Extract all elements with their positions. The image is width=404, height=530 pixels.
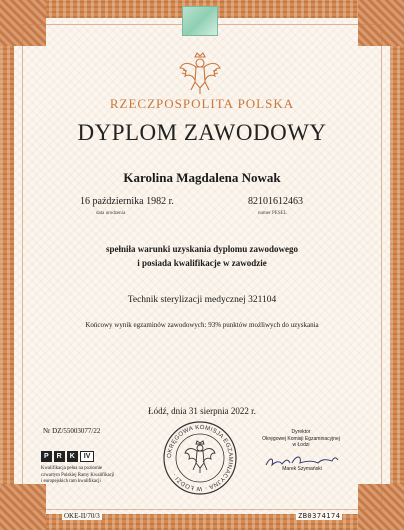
form-code: OKE-II/70/3 [64,512,100,520]
exam-result: Końcowy wynik egzaminów zawodowych: 93% punktów możliwych do uzyskania [85,321,319,329]
qualification-line: i europejskich ram kwalifikacji [41,479,101,484]
director-title-line: Okręgowej Komisji Egzaminacyjnej [262,435,340,442]
prk-letter: R [54,451,65,462]
document-number: Nr DZ/55003077/22 [43,427,101,435]
eagle-emblem-icon [177,50,223,96]
holder-name: Karolina Magdalena Nowak [123,170,281,185]
director-name: Marek Szymański [282,466,322,472]
statement-line-2: i posiada kwalifikacje w zawodzie [137,258,267,268]
qualification-description [41,466,151,486]
director-title-line: w Łodzi [292,442,310,448]
qualification-line: czwartym Polskiej Ramy Kwalifikacji [41,472,115,478]
svg-text:OKRĘGOWA KOMISJA EGZAMINACYJNA [167,425,233,491]
seal-text: OKRĘGOWA KOMISJA EGZAMINACYJNA · W ŁODZI · [166,424,234,492]
prk-logo [41,451,94,462]
prk-letter: P [41,451,52,462]
qualification-line: Kwalifikacja pełna na poziomie [41,466,103,471]
date-of-birth: 16 października 1982 r. [80,196,174,207]
profession-name: Technik sterylizacji medycznej 321104 [127,295,277,305]
document-title: DYPLOM ZAWODOWY [77,120,327,145]
hologram-sticker [182,6,218,36]
seal-eagle-icon [185,441,215,473]
prk-level: IV [80,451,95,462]
director-title-line: Dyrektor [291,429,311,435]
prk-letter: K [67,451,78,462]
country-heading: RZECZPOSPOLITA POLSKA [109,96,295,111]
place-and-date: Łódź, dnia 31 sierpnia 2022 r. [148,406,256,416]
date-of-birth-label: data urodzenia [96,211,126,216]
statement-line-1: spełniła warunki uzyskania dyplomu zawodowego [105,244,299,254]
director-title [260,429,342,449]
pesel-label: numer PESEL [258,211,287,216]
official-seal [162,420,238,496]
pesel-number: 82101612463 [248,196,303,207]
decorative-border-bottom [0,514,404,530]
serial-number: ZB0374174 [298,512,341,520]
